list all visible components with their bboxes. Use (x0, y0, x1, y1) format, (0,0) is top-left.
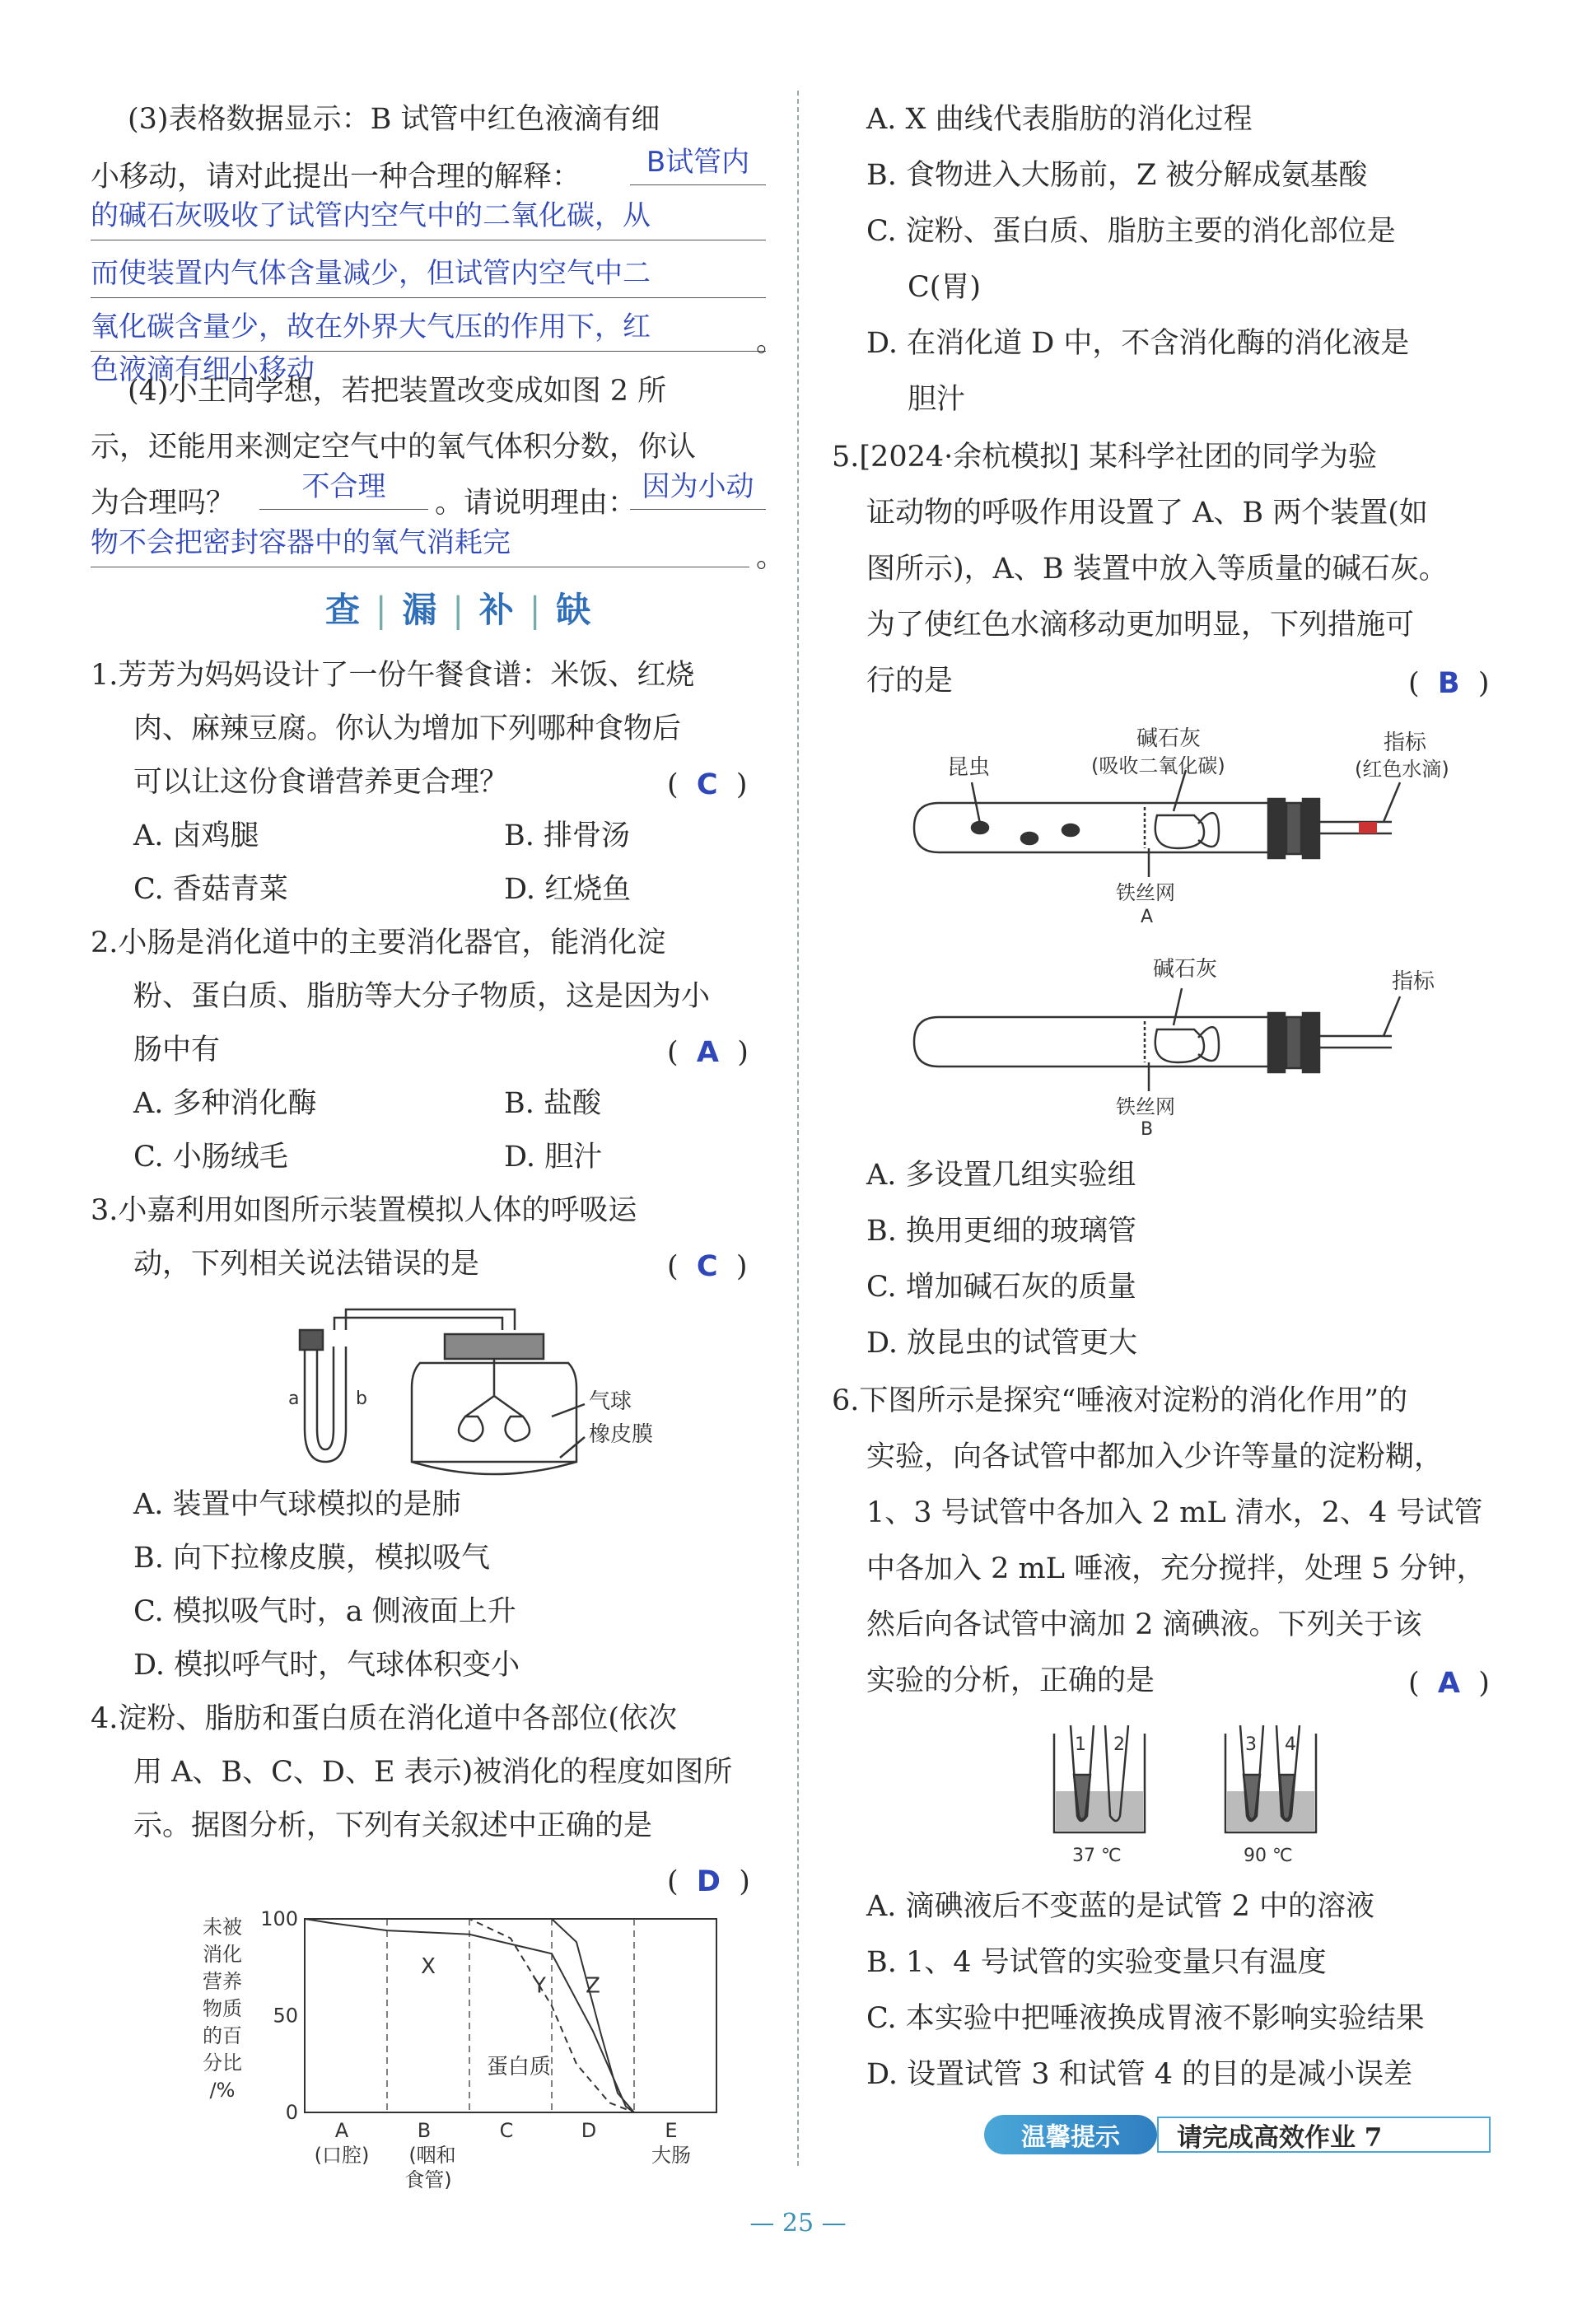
q6-option-b: B. 1、4 号试管的实验变量只有温度 (866, 1946, 1327, 1979)
section-char-1: 查 (325, 590, 362, 630)
label-indicator-b: 指标 (1392, 969, 1435, 994)
q2-line-2: 粉、蛋白质、脂肪等大分子物质，这是因为小 (133, 980, 711, 1013)
q4-option-d-cont: 胆汁 (908, 383, 966, 416)
q3b-line-1: 3.小嘉利用如图所示装置模拟人体的呼吸运 (91, 1194, 637, 1227)
y-axis-label: 消化 (203, 1943, 242, 1966)
y-axis-label: /% (209, 2079, 236, 2102)
tube-label-2: 2 (1113, 1734, 1125, 1755)
q4b-line-2: 用 A、B、C、D、E 表示)被消化的程度如图所 (133, 1756, 733, 1789)
q4-option-c: C. 淀粉、蛋白质、脂肪主要的消化部位是 (866, 215, 1396, 248)
q4-option-c-cont: C(胃) (908, 271, 982, 304)
q3b-option-c: C. 模拟吸气时，a 侧液面上升 (133, 1595, 516, 1628)
q3b-answer-paren: ( C ) (667, 1250, 748, 1283)
q4-text-line-3b: 。请说明理由： (435, 487, 637, 520)
label-tube-a: A (1141, 907, 1154, 927)
q6-line-5: 然后向各试管中滴加 2 滴碘液。下列关于该 (866, 1608, 1422, 1641)
x-tick-label: A (334, 2119, 349, 2142)
q1-line-3: 可以让这份食谱营养更合理？ (133, 766, 509, 799)
q4-answer-2b: 物不会把密封容器中的氧气消耗完 (91, 529, 749, 567)
q6-line-2: 实验，向各试管中都加入少许等量的淀粉糊， (866, 1440, 1444, 1473)
q3b-line-2: 动，下列相关说法错误的是 (133, 1248, 480, 1281)
q4-text-line-3a: 为合理吗？ (91, 487, 236, 520)
label-mesh-a: 铁丝网 (1116, 881, 1175, 904)
q2-option-a: A. 多种消化酶 (133, 1087, 317, 1120)
q5-line-2: 证动物的呼吸作用设置了 A、B 两个装置(如 (866, 497, 1428, 530)
y-axis-label: 营养 (203, 1970, 242, 1993)
y-axis-label: 分比 (203, 2051, 242, 2075)
page-number: — 25 — (749, 2209, 847, 2238)
protein-label: 蛋白质 (486, 2055, 552, 2079)
q3-answer-5: 色液滴有细小移动 (91, 353, 315, 386)
homework-text: 请完成高效作业 7 (1177, 2122, 1383, 2153)
q2-line-1: 2.小肠是消化道中的主要消化器官，能消化淀 (91, 926, 666, 959)
q3-line-2: 小移动，请对此提出一种合理的解释： (91, 161, 581, 194)
q2-answer: A (696, 1036, 719, 1069)
fig-label-a: a (288, 1389, 300, 1409)
q5-line-4: 为了使红色水滴移动更加明显，下列措施可 (866, 609, 1415, 642)
y-axis-label: 未被 (203, 1916, 242, 1939)
q6-option-a: A. 滴碘液后不变蓝的是试管 2 中的溶液 (866, 1890, 1375, 1923)
fig-label-balloon: 气球 (589, 1389, 632, 1414)
breathing-model-figure (280, 1297, 675, 1478)
q4b-answer: D (696, 1865, 721, 1898)
q3-answer-3: 而使装置内气体含量减少，但试管内空气中二 (91, 259, 766, 298)
y-axis-label: 物质 (203, 1997, 242, 2020)
q5-option-d: D. 放昆虫的试管更大 (866, 1327, 1138, 1360)
q1-option-a: A. 卤鸡腿 (133, 819, 259, 852)
q4-option-a: A. X 曲线代表脂肪的消化过程 (866, 103, 1253, 136)
iodine-test-figure (1038, 1717, 1367, 1869)
respiration-apparatus-figure (906, 725, 1482, 1136)
temp-label-37: 37 ℃ (1072, 1846, 1122, 1866)
x-note-large-intestine: 大肠 (651, 2144, 691, 2167)
q6-option-d: D. 设置试管 3 和试管 4 的目的是减小误差 (866, 2058, 1413, 2091)
x-tick-label: B (417, 2119, 432, 2142)
q4-option-d: D. 在消化道 D 中，不含消化酶的消化液是 (866, 327, 1410, 360)
q5-line-3: 图所示)，A、B 装置中放入等质量的碱石灰。 (866, 553, 1448, 586)
q1-answer-paren: ( C ) (667, 768, 748, 801)
q6-answer: A (1437, 1667, 1460, 1700)
q5-line-1: 5.[2024·余杭模拟] 某科学社团的同学为验 (832, 441, 1378, 474)
q2-option-c: C. 小肠绒毛 (133, 1141, 288, 1174)
q5-option-b: B. 换用更细的玻璃管 (866, 1215, 1136, 1248)
q1-option-b: B. 排骨汤 (504, 819, 630, 852)
section-char-4: 缺 (556, 590, 593, 630)
y-tick-label: 50 (273, 2004, 298, 2028)
q4-text-line-2: 示，还能用来测定空气中的氧气体积分数，你认 (91, 431, 697, 464)
x-tick-label: D (581, 2119, 597, 2142)
q1-answer: C (696, 768, 718, 801)
q6-option-c: C. 本实验中把唾液换成胃液不影响实验结果 (866, 2002, 1425, 2035)
q2-option-d: D. 胆汁 (504, 1141, 603, 1174)
curve-label-y: Y (533, 1973, 546, 1999)
label-insect: 昆虫 (947, 755, 991, 780)
q3-period: 。 (756, 325, 786, 358)
tube-label-3: 3 (1245, 1734, 1257, 1755)
fig-label-membrane: 橡皮膜 (589, 1422, 654, 1447)
x-tick-label: E (665, 2119, 678, 2142)
q4-text-line-1: (4)小王同学想，若把装置改变成如图 2 所 (128, 375, 667, 408)
curve-label-z: Z (586, 1973, 600, 1999)
label-tube-b: B (1141, 1119, 1154, 1136)
label-indicator-note: (红色水滴) (1355, 758, 1449, 781)
column-divider (797, 91, 799, 2166)
y-tick-label: 0 (285, 2101, 298, 2124)
tube-label-1: 1 (1075, 1734, 1086, 1755)
q5-answer-paren: ( B ) (1408, 667, 1490, 700)
q3-line-1: (3)表格数据显示：B 试管中红色液滴有细 (128, 103, 660, 136)
q2-line-3: 肠中有 (133, 1034, 221, 1066)
q6-line-1: 6.下图所示是探究“唾液对淀粉的消化作用”的 (832, 1384, 1408, 1417)
q5-option-c: C. 增加碱石灰的质量 (866, 1271, 1136, 1304)
q3b-option-b: B. 向下拉橡皮膜，模拟吸气 (133, 1542, 490, 1575)
label-soda-lime-note: (吸收二氧化碳) (1091, 754, 1225, 777)
label-indicator: 指标 (1384, 730, 1427, 755)
homework-banner (1157, 2117, 1491, 2153)
temp-label-90: 90 ℃ (1244, 1846, 1293, 1866)
q3-answer-1: B试管内 (630, 148, 766, 185)
digestion-chart (173, 1911, 791, 2191)
y-axis-label: 的百 (203, 2024, 242, 2047)
curve-label-x: X (421, 1953, 436, 1979)
y-tick-label: 100 (260, 1911, 298, 1930)
q3-answer-4: 氧化碳含量少，故在外界大气压的作用下，红 (91, 313, 766, 352)
q1-line-2: 肉、麻辣豆腐。你认为增加下列哪种食物后 (133, 712, 682, 745)
section-title: 查 | 漏 | 补 | 缺 (325, 590, 593, 630)
fig-label-b: b (356, 1389, 367, 1409)
q3b-option-a: A. 装置中气球模拟的是肺 (133, 1488, 461, 1521)
q6-line-6: 实验的分析，正确的是 (866, 1664, 1155, 1697)
q1-line-1: 1.芳芳为妈妈设计了一份午餐食谱：米饭、红烧 (91, 659, 695, 692)
q4b-line-3: 示。据图分析，下列有关叙述中正确的是 (133, 1809, 653, 1842)
section-char-3: 补 (478, 590, 516, 630)
section-char-2: 漏 (402, 590, 439, 630)
label-soda-lime-b: 碱石灰 (1153, 957, 1218, 982)
x-note-esophagus: 食管) (404, 2168, 452, 2191)
chart-frame (305, 1919, 716, 2112)
label-soda-lime: 碱石灰 (1136, 726, 1202, 751)
q4-answer-1: 不合理 (259, 473, 428, 510)
q4-answer-2a: 因为小动 (630, 473, 766, 510)
x-note-throat: (咽和 (408, 2144, 456, 2167)
tube-label-4: 4 (1285, 1734, 1296, 1755)
label-mesh-b: 铁丝网 (1116, 1095, 1175, 1118)
q3-answer-2: 的碱石灰吸收了试管内空气中的二氧化碳，从 (91, 202, 766, 240)
q4b-line-1: 4.淀粉、脂肪和蛋白质在消化道中各部位(依次 (91, 1702, 678, 1735)
q5-option-a: A. 多设置几组实验组 (866, 1159, 1136, 1192)
q6-line-3: 1、3 号试管中各加入 2 mL 清水，2、4 号试管 (866, 1496, 1483, 1529)
q3b-answer: C (696, 1250, 718, 1283)
q1-option-d: D. 红烧鱼 (504, 873, 632, 906)
x-tick-label: C (499, 2119, 514, 2142)
tip-badge: 温馨提示 (984, 2115, 1157, 2154)
q5-answer: B (1437, 667, 1460, 700)
q4-period: 。 (756, 541, 786, 574)
x-note-oral: (口腔) (314, 2144, 370, 2167)
q6-answer-paren: ( A ) (1408, 1667, 1490, 1700)
q1-option-c: C. 香菇青菜 (133, 873, 288, 906)
q4-option-b: B. 食物进入大肠前，Z 被分解成氨基酸 (866, 159, 1368, 192)
q2-option-b: B. 盐酸 (504, 1087, 601, 1120)
q6-line-4: 中各加入 2 mL 唾液，充分搅拌，处理 5 分钟， (866, 1552, 1486, 1585)
q2-answer-paren: ( A ) (667, 1036, 749, 1069)
q5-line-5: 行的是 (866, 665, 954, 698)
q4b-answer-paren: ( D ) (667, 1865, 750, 1898)
q3b-option-d: D. 模拟呼气时，气球体积变小 (133, 1649, 520, 1682)
